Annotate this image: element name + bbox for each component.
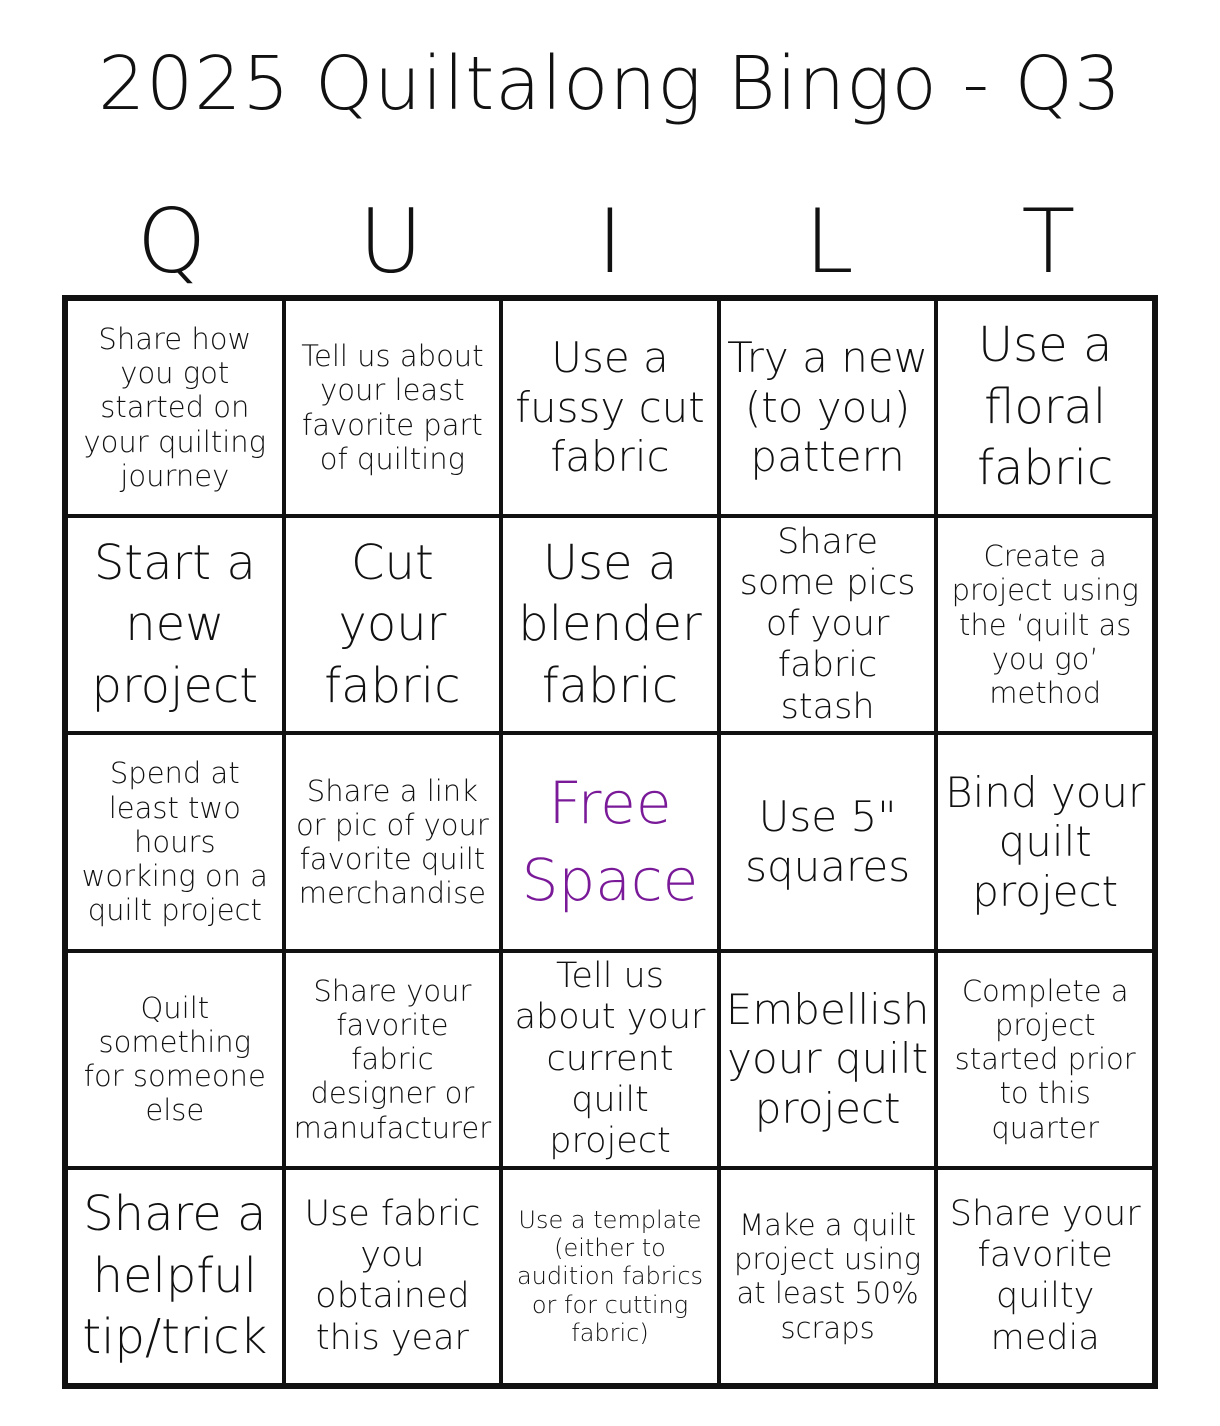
bingo-square[interactable]: Use a blender fabric bbox=[501, 516, 719, 733]
bingo-square[interactable]: Start a new project bbox=[66, 516, 284, 733]
bingo-square[interactable]: Cut your fabric bbox=[284, 516, 502, 733]
bingo-square[interactable]: Use fabric you obtained this year bbox=[284, 1168, 502, 1385]
bingo-square[interactable]: Make a quilt project using at least 50% scraps bbox=[719, 1168, 937, 1385]
bingo-square[interactable]: Share some pics of your fabric stash bbox=[719, 516, 937, 733]
header-letter-q: Q bbox=[136, 190, 207, 293]
bingo-square[interactable]: Use a floral fabric bbox=[936, 299, 1154, 516]
bingo-square[interactable]: Share your favorite fabric designer or manufacturer bbox=[284, 951, 502, 1168]
bingo-square[interactable]: Try a new (to you) pattern bbox=[719, 299, 937, 516]
header-letter-i: I bbox=[597, 190, 623, 293]
bingo-square[interactable]: Quilt something for someone else bbox=[66, 951, 284, 1168]
bingo-square[interactable]: Share a helpful tip/trick bbox=[66, 1168, 284, 1385]
bingo-square[interactable]: Create a project using the ‘quilt as you go’ method bbox=[936, 516, 1154, 733]
bingo-square[interactable]: Spend at least two hours working on a quilt project bbox=[66, 733, 284, 950]
header-letter-l: L bbox=[804, 190, 854, 293]
bingo-board bbox=[62, 295, 1158, 1389]
free-space-square[interactable]: Free Space bbox=[501, 733, 719, 950]
header-letter-t: T bbox=[1021, 190, 1076, 293]
header-letter-u: U bbox=[358, 190, 423, 293]
bingo-square[interactable]: Complete a project started prior to this quarter bbox=[936, 951, 1154, 1168]
bingo-square[interactable]: Tell us about your least favorite part of quilting bbox=[284, 299, 502, 516]
bingo-square[interactable]: Bind your quilt project bbox=[936, 733, 1154, 950]
bingo-square[interactable]: Share a link or pic of your favorite quilt merchandise bbox=[284, 733, 502, 950]
bingo-square[interactable]: Use 5" squares bbox=[719, 733, 937, 950]
page-title: 2025 Quiltalong Bingo - Q3 bbox=[98, 41, 1122, 127]
bingo-square[interactable]: Share your favorite quilty media bbox=[936, 1168, 1154, 1385]
bingo-header bbox=[62, 192, 1158, 292]
bingo-square[interactable]: Tell us about your current quilt project bbox=[501, 951, 719, 1168]
bingo-square[interactable]: Use a template (either to audition fabrics or for cutting fabric) bbox=[501, 1168, 719, 1385]
bingo-square[interactable]: Embellish your quilt project bbox=[719, 951, 937, 1168]
bingo-square[interactable]: Share how you got started on your quilting journey bbox=[66, 299, 284, 516]
bingo-square[interactable]: Use a fussy cut fabric bbox=[501, 299, 719, 516]
